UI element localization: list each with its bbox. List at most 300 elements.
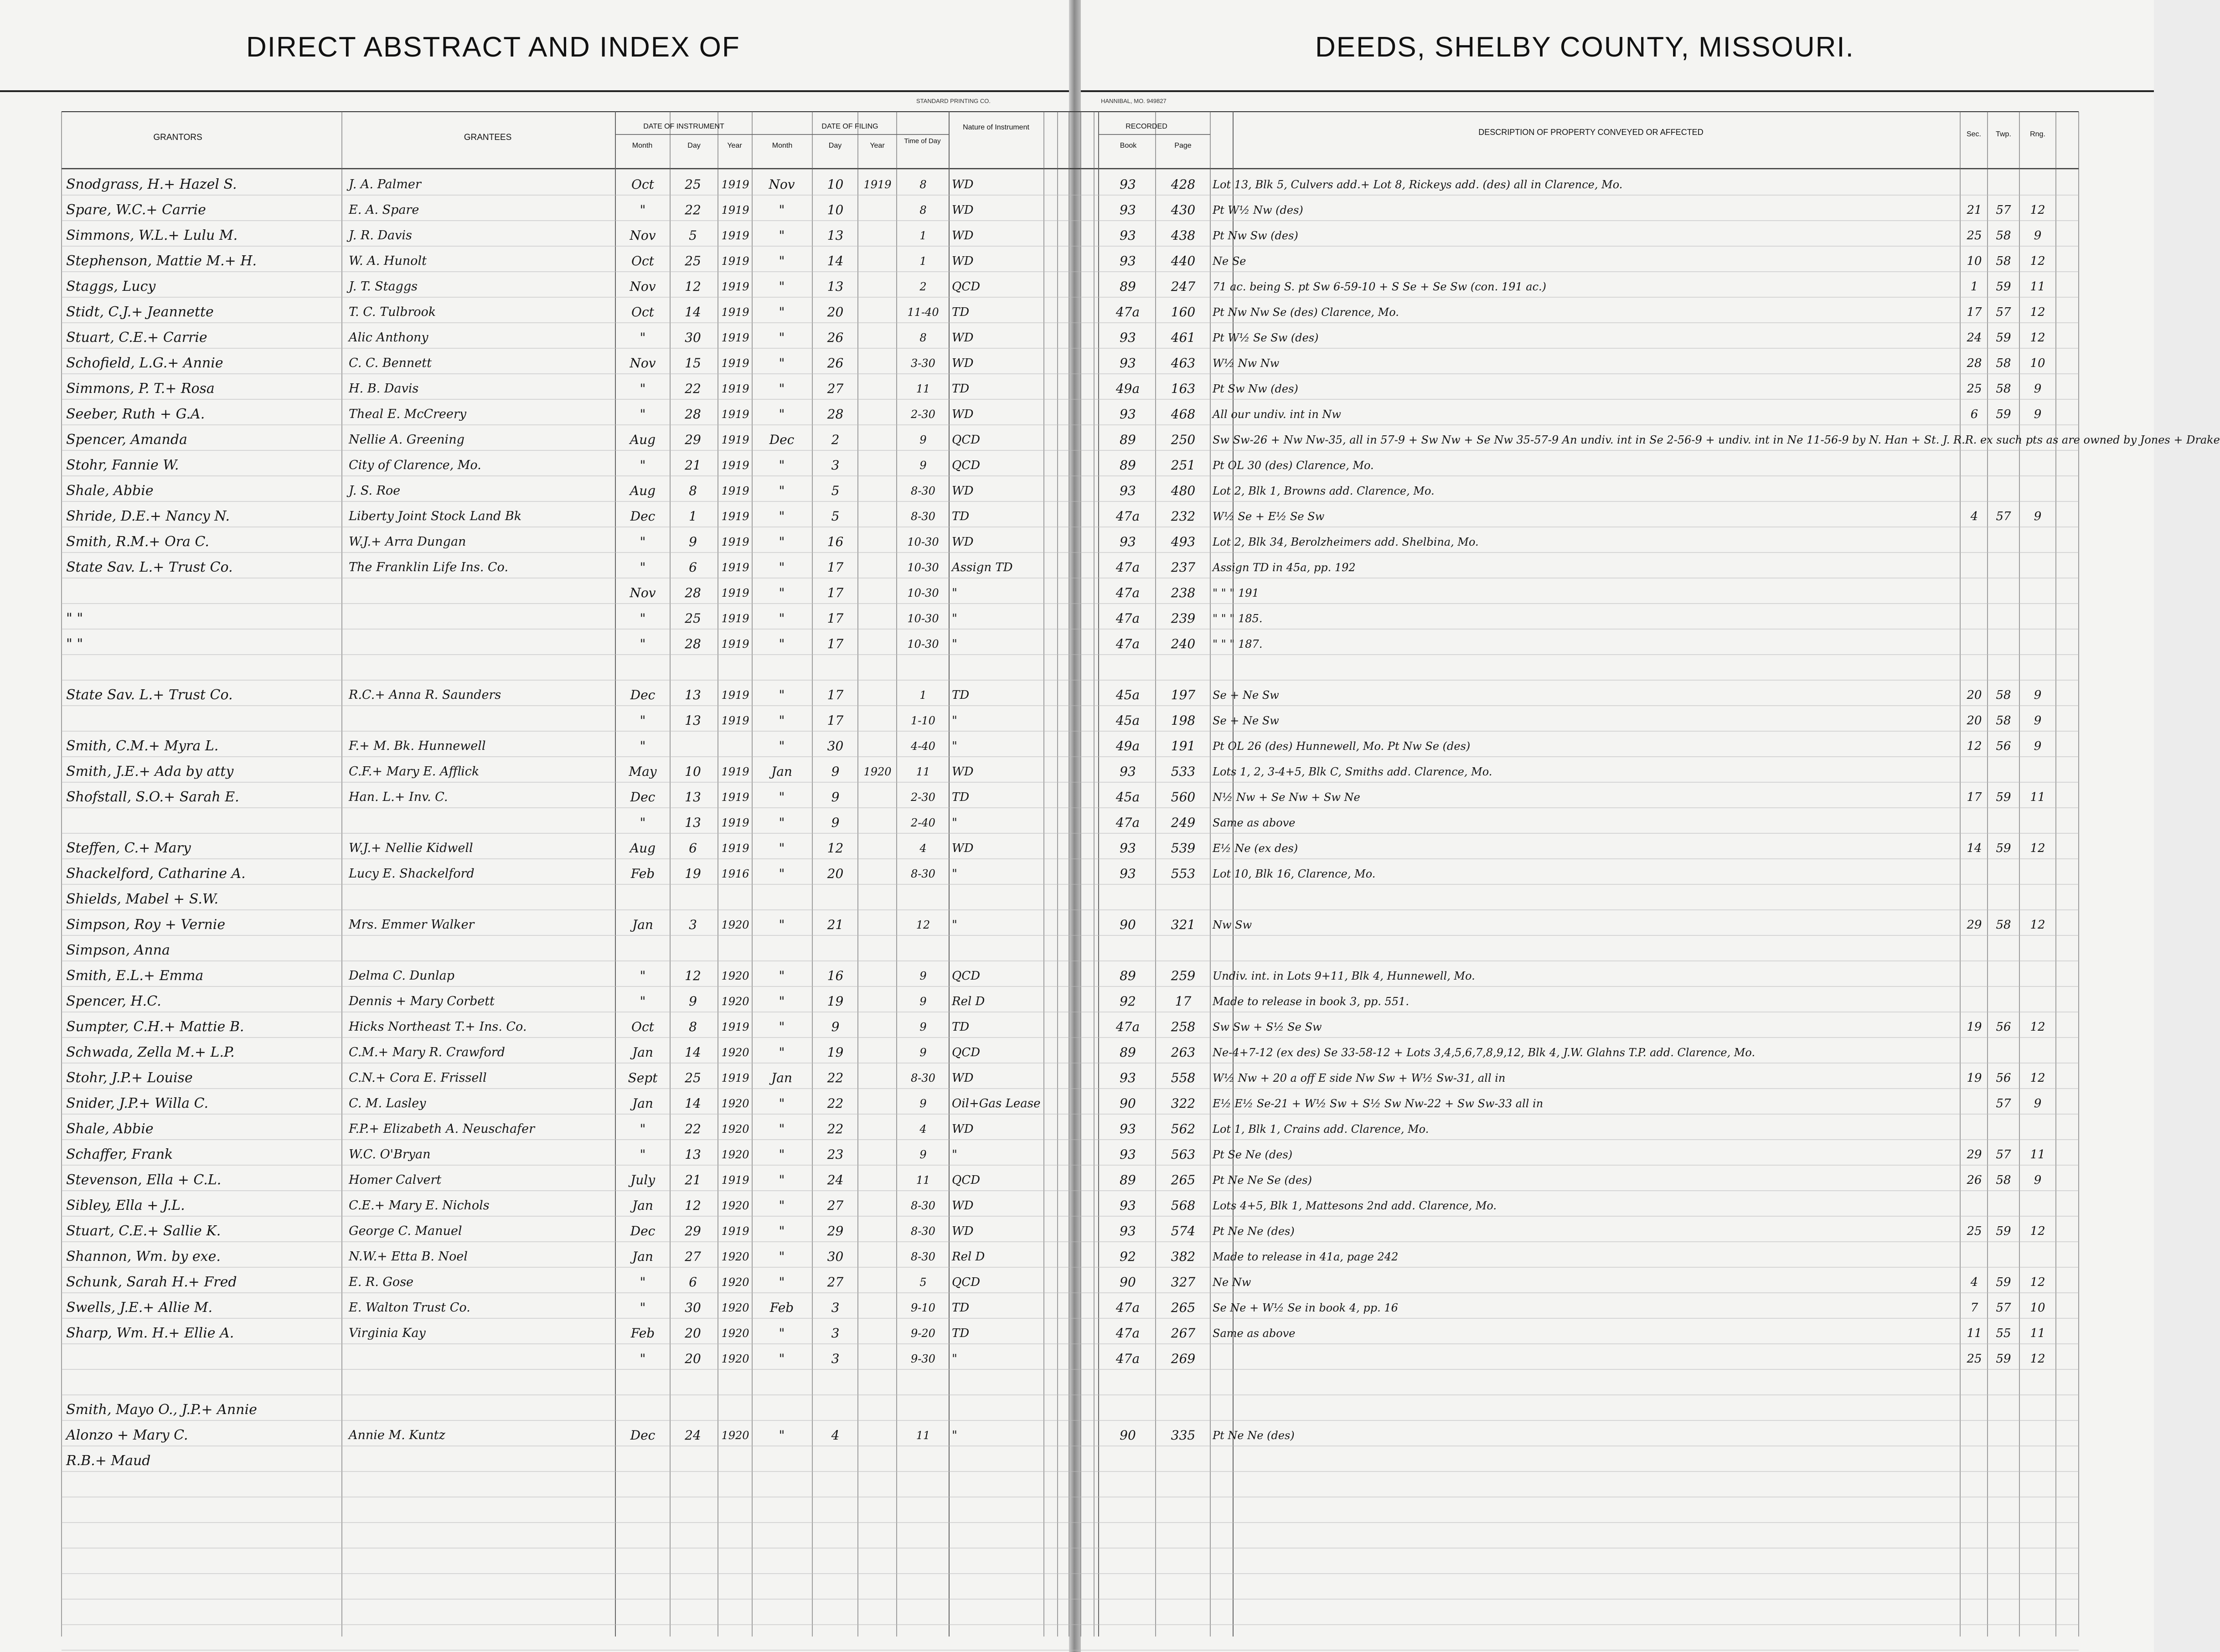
inst-day-cell: 14 <box>685 305 701 320</box>
file-month-cell: " <box>779 687 785 702</box>
file-month-cell: " <box>779 1275 785 1290</box>
inst-year-cell: 1920 <box>721 1276 749 1289</box>
nature-cell: " <box>952 918 957 932</box>
time-cell: 8-30 <box>911 1225 935 1238</box>
inst-day-cell: 25 <box>685 177 701 192</box>
page-title-right: DEEDS, SHELBY COUNTY, MISSOURI. <box>1315 31 1854 63</box>
nature-cell: WD <box>952 203 974 217</box>
inst-day-cell: 14 <box>685 1045 701 1060</box>
header-book: Book <box>1120 142 1137 150</box>
page-cell: 251 <box>1171 458 1196 473</box>
grantee-cell: Delma C. Dunlap <box>349 969 454 983</box>
inst-day-cell: 28 <box>685 585 701 600</box>
description-cell: " " " 185. <box>1213 612 1263 625</box>
inst-day-cell: 20 <box>685 1351 701 1366</box>
inst-month-cell: July <box>630 1172 656 1187</box>
rng-cell: 10 <box>2030 356 2045 370</box>
inst-year-cell: 1920 <box>721 1123 749 1136</box>
page-cell: 258 <box>1171 1019 1196 1034</box>
description-cell: Nw Sw <box>1213 919 1252 931</box>
inst-year-cell: 1920 <box>721 1301 749 1314</box>
grantor-cell: Spare, W.C.+ Carrie <box>66 202 206 218</box>
file-day-cell: 9 <box>831 815 840 830</box>
inst-year-cell: 1919 <box>721 357 749 370</box>
grantor-cell: Sumpter, C.H.+ Mattie B. <box>66 1019 244 1035</box>
sec-cell: 17 <box>1967 790 1982 804</box>
page-cell: 568 <box>1171 1198 1196 1213</box>
book-cell: 93 <box>1120 356 1136 371</box>
rng-cell: 9 <box>2034 382 2042 396</box>
inst-day-cell: 20 <box>685 1326 701 1341</box>
sec-cell: 19 <box>1967 1071 1982 1085</box>
book-cell: 93 <box>1120 228 1136 243</box>
inst-year-cell: 1919 <box>721 612 749 625</box>
inst-month-cell: " <box>640 330 646 345</box>
grantee-cell: Dennis + Mary Corbett <box>349 994 495 1008</box>
header-time-of-day: Time of Day <box>904 137 941 145</box>
time-cell: 8 <box>919 178 927 191</box>
grantor-cell: Shields, Mabel + S.W. <box>66 891 218 907</box>
rng-cell: 12 <box>2030 1275 2045 1289</box>
rng-cell: 11 <box>2030 280 2045 294</box>
description-cell: Same as above <box>1213 816 1296 829</box>
inst-year-cell: 1919 <box>721 408 749 421</box>
grantee-cell: J. S. Roe <box>349 484 401 498</box>
inst-day-cell: 30 <box>685 1300 701 1315</box>
inst-day-cell: 25 <box>685 253 701 268</box>
page-cell: 327 <box>1171 1275 1196 1290</box>
file-month-cell: " <box>779 1351 785 1366</box>
rng-cell: 9 <box>2034 408 2042 421</box>
sec-cell: 17 <box>1967 305 1982 319</box>
description-cell: Lots 1, 2, 3-4+5, Blk C, Smiths add. Clarence, Mo. <box>1213 765 1492 778</box>
book-cell: 89 <box>1120 1172 1136 1187</box>
grantor-cell: Snider, J.P.+ Willa C. <box>66 1095 209 1111</box>
file-month-cell: " <box>779 330 785 345</box>
grantee-cell: H. B. Davis <box>349 382 419 396</box>
book-cell: 93 <box>1120 1121 1136 1136</box>
nature-cell: " <box>952 1429 957 1442</box>
grantee-cell: Hicks Northeast T.+ Ins. Co. <box>349 1020 527 1034</box>
grantor-cell: Stohr, J.P.+ Louise <box>66 1070 193 1086</box>
page-cell: 269 <box>1171 1351 1196 1366</box>
description-cell: Assign TD in 45a, pp. 192 <box>1213 561 1356 574</box>
inst-month-cell: Dec <box>630 687 656 702</box>
inst-year-cell: 1920 <box>721 1046 749 1059</box>
file-month-cell: " <box>779 1096 785 1111</box>
file-month-cell: " <box>779 253 785 268</box>
grantor-cell: Stidt, C.J.+ Jeannette <box>66 304 214 320</box>
inst-month-cell: Nov <box>630 228 656 243</box>
file-month-cell: Jan <box>771 764 792 779</box>
file-month-cell: " <box>779 585 785 600</box>
page-cell: 265 <box>1171 1300 1196 1315</box>
inst-month-cell: Aug <box>630 483 656 498</box>
time-cell: 9 <box>919 970 927 982</box>
grantor-cell: Seeber, Ruth + G.A. <box>66 406 205 422</box>
file-day-cell: 9 <box>831 790 840 805</box>
sec-cell: 4 <box>1970 510 1978 523</box>
book-cell: 90 <box>1120 1096 1136 1111</box>
nature-cell: Rel D <box>952 1250 985 1264</box>
inst-year-cell: 1919 <box>721 204 749 217</box>
rng-cell: 9 <box>2034 739 2042 753</box>
book-cell: 93 <box>1120 1198 1136 1213</box>
book-cell: 47a <box>1115 636 1140 651</box>
inst-day-cell: 8 <box>689 483 697 498</box>
time-cell: 4-40 <box>911 740 935 753</box>
inst-day-cell: 13 <box>685 790 701 805</box>
twp-cell: 58 <box>1996 714 2011 728</box>
description-cell: W½ Nw + 20 a off E side Nw Sw + W½ Sw-31, all in <box>1213 1072 1506 1084</box>
inst-year-cell: 1919 <box>721 536 749 548</box>
page-cell: 191 <box>1171 738 1196 754</box>
grantor-cell: Schofield, L.G.+ Annie <box>66 355 223 371</box>
nature-cell: QCD <box>952 459 981 472</box>
book-cell: 47a <box>1115 815 1140 830</box>
grantee-cell: W.C. O'Bryan <box>349 1147 431 1162</box>
inst-month-cell: " <box>640 968 646 983</box>
grantor-cell: Swells, J.E.+ Allie M. <box>66 1300 212 1316</box>
rng-cell: 12 <box>2030 918 2045 932</box>
description-cell: E½ E½ Se-21 + W½ Sw + S½ Sw Nw-22 + Sw Sw-33 all in <box>1213 1097 1544 1110</box>
inst-day-cell: 6 <box>689 841 697 856</box>
sec-cell: 10 <box>1967 254 1982 268</box>
page-cell: 539 <box>1171 841 1196 856</box>
page-cell: 493 <box>1171 534 1196 549</box>
header-grantors: GRANTORS <box>153 133 202 142</box>
grantor-cell: Spencer, Amanda <box>66 432 187 448</box>
grantor-cell: Stephenson, Mattie M.+ H. <box>66 253 257 269</box>
header-page: Page <box>1174 142 1192 150</box>
book-cell: 89 <box>1120 279 1136 294</box>
file-day-cell: 22 <box>827 1121 844 1136</box>
file-month-cell: " <box>779 483 785 498</box>
description-cell: Pt W½ Se Sw (des) <box>1213 331 1319 344</box>
time-cell: 10-30 <box>907 561 939 574</box>
description-cell: Made to release in book 3, pp. 551. <box>1213 995 1409 1008</box>
time-cell: 9-30 <box>911 1353 935 1365</box>
time-cell: 9 <box>919 1046 927 1059</box>
grantor-cell: " " <box>66 610 83 626</box>
rng-cell: 9 <box>2034 510 2042 523</box>
time-cell: 9 <box>919 434 927 446</box>
inst-month-cell: " <box>640 1275 646 1290</box>
book-cell: 93 <box>1120 1070 1136 1085</box>
nature-cell: QCD <box>952 1275 981 1289</box>
twp-cell: 57 <box>1996 510 2011 523</box>
inst-year-cell: 1919 <box>721 791 749 804</box>
grantor-cell: Simpson, Roy + Vernie <box>66 917 226 933</box>
description-cell: Lot 2, Blk 1, Browns add. Clarence, Mo. <box>1213 485 1435 497</box>
inst-month-cell: Oct <box>631 177 654 192</box>
grantor-cell: Stevenson, Ella + C.L. <box>66 1172 222 1188</box>
header-description: DESCRIPTION OF PROPERTY CONVEYED OR AFFECTED <box>1478 128 1704 137</box>
file-day-cell: 23 <box>827 1147 844 1162</box>
inst-year-cell: 1919 <box>721 765 749 778</box>
file-month-cell: Jan <box>771 1070 792 1085</box>
page-cell: 321 <box>1171 917 1196 932</box>
inst-month-cell: Dec <box>630 1428 656 1443</box>
inst-month-cell: " <box>640 636 646 651</box>
nature-cell: WD <box>952 408 974 421</box>
grantee-cell: J. R. Davis <box>349 228 412 243</box>
header-inst-month: Month <box>632 142 653 150</box>
file-day-cell: 17 <box>827 636 844 651</box>
inst-day-cell: 30 <box>685 330 701 345</box>
header-date-of-filing: DATE OF FILING <box>821 123 878 130</box>
book-cell: 47a <box>1115 1300 1140 1315</box>
file-day-cell: 5 <box>831 509 840 524</box>
inst-year-cell: 1919 <box>721 382 749 395</box>
nature-cell: TD <box>952 510 970 523</box>
nature-cell: QCD <box>952 280 981 294</box>
twp-cell: 59 <box>1996 1224 2011 1238</box>
sec-cell: 25 <box>1967 1352 1982 1366</box>
file-month-cell: " <box>779 968 785 983</box>
time-cell: 11 <box>916 1174 930 1187</box>
inst-day-cell: 28 <box>685 407 701 422</box>
file-day-cell: 22 <box>827 1070 844 1085</box>
grantee-cell: C.F.+ Mary E. Afflick <box>349 764 480 779</box>
description-cell: Se Ne + W½ Se in book 4, pp. 16 <box>1213 1301 1398 1314</box>
inst-month-cell: Jan <box>632 917 653 932</box>
header-grantees: GRANTEES <box>464 133 512 142</box>
inst-month-cell: " <box>640 1300 646 1315</box>
grantor-cell: Stohr, Fannie W. <box>66 457 179 473</box>
book-cell: 90 <box>1120 1428 1136 1443</box>
twp-cell: 59 <box>1996 1275 2011 1289</box>
page-cell: 558 <box>1171 1070 1196 1085</box>
inst-year-cell: 1920 <box>721 1199 749 1212</box>
book-cell: 49a <box>1115 381 1140 396</box>
page-cell: 430 <box>1171 202 1196 217</box>
rng-cell: 12 <box>2030 1020 2045 1034</box>
nature-cell: QCD <box>952 969 981 983</box>
page-cell: 463 <box>1171 356 1196 371</box>
file-day-cell: 10 <box>827 177 844 192</box>
twp-cell: 56 <box>1996 1020 2011 1034</box>
page-cell: 563 <box>1171 1147 1196 1162</box>
book-cell: 93 <box>1120 534 1136 549</box>
inst-day-cell: 28 <box>685 636 701 651</box>
grantee-cell: E. Walton Trust Co. <box>349 1301 470 1315</box>
rng-cell: 9 <box>2034 1173 2042 1187</box>
sec-cell: 25 <box>1967 382 1982 396</box>
sec-cell: 1 <box>1970 280 1978 294</box>
file-day-cell: 3 <box>831 1300 840 1315</box>
page-cell: 533 <box>1171 764 1196 779</box>
file-day-cell: 17 <box>827 713 844 728</box>
file-month-cell: Nov <box>769 177 795 192</box>
file-month-cell: " <box>779 738 785 754</box>
file-day-cell: 30 <box>827 738 844 754</box>
book-cell: 93 <box>1120 177 1136 192</box>
time-cell: 11 <box>916 382 930 395</box>
nature-cell: WD <box>952 1122 974 1136</box>
book-cell: 93 <box>1120 407 1136 422</box>
grantee-cell: W.J.+ Arra Dungan <box>349 535 466 549</box>
grantor-cell: Shofstall, S.O.+ Sarah E. <box>66 789 239 805</box>
rng-cell: 11 <box>2030 1327 2045 1340</box>
twp-cell: 59 <box>1996 841 2011 855</box>
rng-cell: 11 <box>2030 1148 2045 1162</box>
file-month-cell: " <box>779 713 785 728</box>
grantee-cell: F.P.+ Elizabeth A. Neuschafer <box>349 1122 535 1136</box>
twp-cell: 59 <box>1996 280 2011 294</box>
inst-day-cell: 29 <box>685 432 701 447</box>
book-cell: 45a <box>1115 790 1140 805</box>
file-month-cell: " <box>779 841 785 856</box>
file-month-cell: " <box>779 866 785 881</box>
file-day-cell: 3 <box>831 458 840 473</box>
file-month-cell: " <box>779 279 785 294</box>
inst-month-cell: " <box>640 560 646 575</box>
sec-cell: 25 <box>1967 1224 1982 1238</box>
book-cell: 90 <box>1120 1275 1136 1290</box>
file-day-cell: 9 <box>831 764 840 779</box>
twp-cell: 59 <box>1996 408 2011 421</box>
book-cell: 47a <box>1115 1351 1140 1366</box>
inst-year-cell: 1919 <box>721 816 749 829</box>
time-cell: 4 <box>919 842 927 855</box>
grantor-cell: Shannon, Wm. by exe. <box>66 1249 221 1265</box>
description-cell: Lot 10, Blk 16, Clarence, Mo. <box>1213 867 1376 880</box>
book-cell: 92 <box>1120 1249 1136 1264</box>
file-year-cell: 1920 <box>863 765 892 778</box>
page-cell: 263 <box>1171 1045 1196 1060</box>
nature-cell: WD <box>952 765 974 779</box>
file-month-cell: " <box>779 1224 785 1239</box>
book-cell: 89 <box>1120 458 1136 473</box>
book-cell: 89 <box>1120 432 1136 447</box>
nature-cell: WD <box>952 254 974 268</box>
inst-year-cell: 1919 <box>721 178 749 191</box>
grantor-cell: Simmons, P. T.+ Rosa <box>66 381 215 397</box>
description-cell: Se + Ne Sw <box>1213 714 1279 727</box>
sec-cell: 14 <box>1967 841 1982 855</box>
file-month-cell: Feb <box>769 1300 794 1315</box>
grantor-cell: Stuart, C.E.+ Carrie <box>66 330 207 346</box>
description-cell: Pt W½ Nw (des) <box>1213 204 1303 217</box>
inst-month-cell: " <box>640 381 646 396</box>
inst-month-cell: " <box>640 994 646 1009</box>
time-cell: 1 <box>919 229 927 242</box>
book-cell: 47a <box>1115 1326 1140 1341</box>
twp-cell: 57 <box>1996 1301 2011 1315</box>
inst-day-cell: 27 <box>685 1249 701 1264</box>
inst-day-cell: 29 <box>685 1224 701 1239</box>
grantor-cell: Shackelford, Catharine A. <box>66 866 246 882</box>
sec-cell: 6 <box>1970 408 1978 421</box>
grantor-cell: Smith, Mayo O., J.P.+ Annie <box>66 1402 257 1418</box>
description-cell: All our undiv. int in Nw <box>1213 408 1341 421</box>
inst-year-cell: 1919 <box>721 689 749 702</box>
inst-month-cell: Sept <box>628 1070 658 1085</box>
description-cell: Pt OL 30 (des) Clarence, Mo. <box>1213 459 1374 472</box>
twp-cell: 57 <box>1996 1148 2011 1162</box>
grantee-cell: Lucy E. Shackelford <box>349 867 475 881</box>
grantee-cell: Theal E. McCreery <box>349 407 467 421</box>
file-month-cell: " <box>779 636 785 651</box>
description-cell: Ne Nw <box>1213 1276 1251 1289</box>
file-day-cell: 24 <box>827 1172 844 1187</box>
file-month-cell: " <box>779 202 785 217</box>
description-cell: Ne Se <box>1213 255 1246 268</box>
grantee-cell: C. M. Lasley <box>349 1096 426 1110</box>
grantor-cell: Simmons, W.L.+ Lulu M. <box>66 227 238 243</box>
file-month-cell: " <box>779 611 785 626</box>
page-cell: 438 <box>1171 228 1196 243</box>
time-cell: 9-10 <box>911 1301 935 1314</box>
inst-year-cell: 1920 <box>721 1148 749 1161</box>
file-day-cell: 30 <box>827 1249 844 1264</box>
page-cell: 249 <box>1171 815 1196 830</box>
file-day-cell: 19 <box>827 1045 844 1060</box>
rng-cell: 12 <box>2030 203 2045 217</box>
file-day-cell: 14 <box>827 253 844 268</box>
inst-month-cell: Nov <box>630 585 656 600</box>
inst-day-cell: 9 <box>689 994 697 1009</box>
time-cell: 11 <box>916 1429 930 1442</box>
page-cell: 237 <box>1171 560 1196 575</box>
twp-cell: 56 <box>1996 1071 2011 1085</box>
nature-cell: Oil+Gas Lease <box>952 1097 1041 1110</box>
header-inst-year: Year <box>727 142 742 150</box>
nature-cell: WD <box>952 1071 974 1085</box>
grantee-cell: R.C.+ Anna R. Saunders <box>349 688 501 702</box>
page-cell: 428 <box>1171 177 1196 192</box>
book-cell: 93 <box>1120 764 1136 779</box>
file-month-cell: " <box>779 1172 785 1187</box>
sec-cell: 20 <box>1967 714 1982 728</box>
inst-month-cell: " <box>640 407 646 422</box>
inst-month-cell: Jan <box>632 1249 653 1264</box>
grantee-cell: The Franklin Life Ins. Co. <box>349 560 508 574</box>
grantor-cell: R.B.+ Maud <box>66 1453 151 1469</box>
inst-year-cell: 1919 <box>721 459 749 472</box>
file-day-cell: 17 <box>827 687 844 702</box>
file-day-cell: 13 <box>827 228 844 243</box>
page-cell: 574 <box>1171 1224 1196 1239</box>
page-cell: 163 <box>1171 381 1196 396</box>
nature-cell: WD <box>952 841 974 855</box>
nature-cell: " <box>952 816 957 830</box>
inst-year-cell: 1919 <box>721 510 749 523</box>
inst-month-cell: Dec <box>630 790 656 805</box>
inst-year-cell: 1919 <box>721 587 749 599</box>
description-cell: Sw Sw + S½ Se Sw <box>1213 1021 1322 1033</box>
grantee-cell: Alic Anthony <box>349 330 429 345</box>
time-cell: 8-30 <box>911 510 935 523</box>
description-cell: " " " 187. <box>1213 638 1263 650</box>
grantee-cell: Nellie A. Greening <box>349 433 465 447</box>
inst-year-cell: 1916 <box>721 867 749 880</box>
inst-year-cell: 1920 <box>721 995 749 1008</box>
rng-cell: 11 <box>2030 790 2045 804</box>
rng-cell: 9 <box>2034 714 2042 728</box>
inst-day-cell: 19 <box>685 866 701 881</box>
inst-day-cell: 15 <box>685 356 701 371</box>
file-day-cell: 2 <box>831 432 840 447</box>
file-month-cell: Dec <box>769 432 795 447</box>
file-day-cell: 12 <box>827 841 844 856</box>
inst-month-cell: Jan <box>632 1198 653 1213</box>
time-cell: 10-30 <box>907 612 939 625</box>
inst-month-cell: Nov <box>630 356 656 371</box>
inst-month-cell: Jan <box>632 1045 653 1060</box>
description-cell: Pt Ne Ne Se (des) <box>1213 1174 1312 1187</box>
